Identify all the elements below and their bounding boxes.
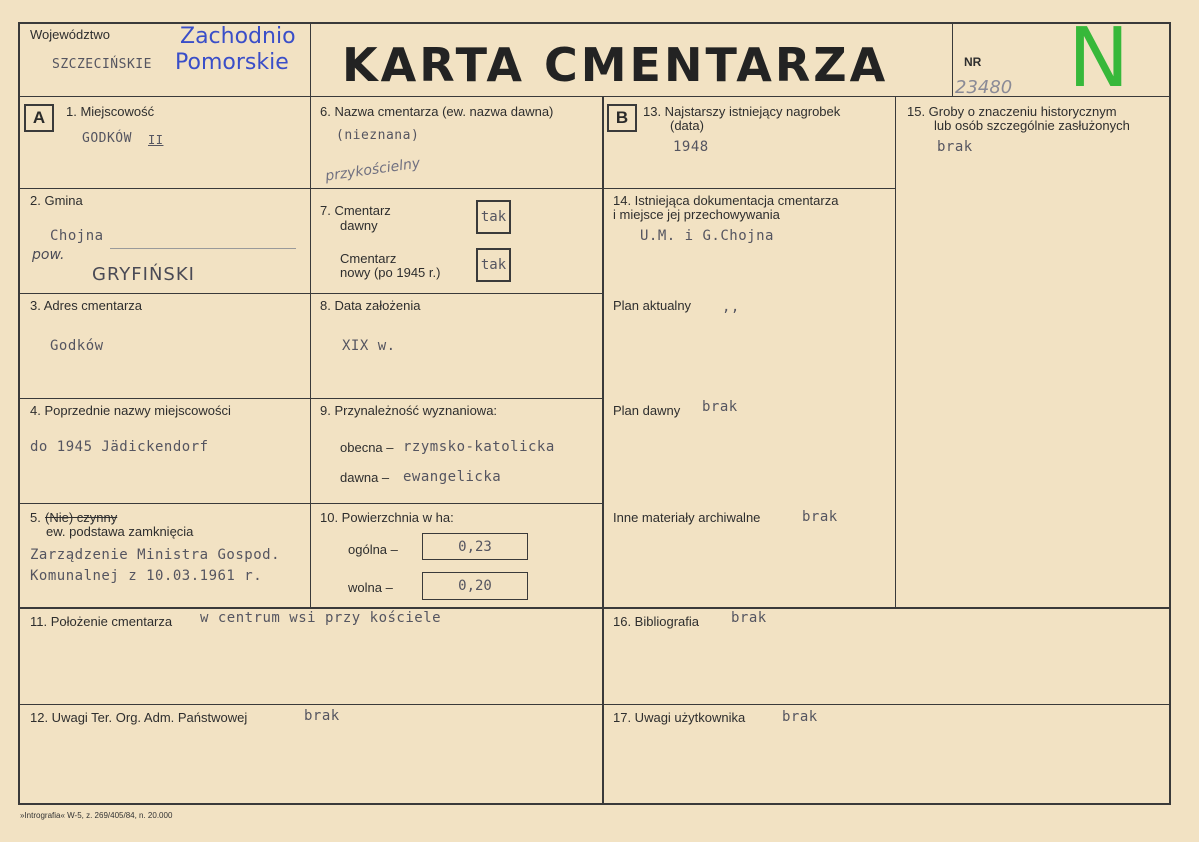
- field-7-tak-box-1: tak: [476, 200, 511, 234]
- field-14-label2: i miejsce jej przechowywania: [613, 207, 780, 222]
- field-2-label: 2. Gmina: [30, 193, 83, 208]
- field-8-value: XIX w.: [342, 338, 396, 354]
- field-12-label: 12. Uwagi Ter. Org. Adm. Państwowej: [30, 710, 248, 725]
- field-13-label1: 13. Najstarszy istniejący nagrobek: [643, 104, 841, 119]
- wojewodztwo-label: Województwo: [30, 27, 110, 42]
- divider: [18, 607, 1171, 609]
- divider: [18, 96, 1171, 97]
- plan-dawny-value: brak: [702, 399, 738, 415]
- field-4-label: 4. Poprzednie nazwy miejscowości: [30, 403, 231, 418]
- divider: [602, 188, 895, 189]
- field-3-value: Godków: [50, 338, 104, 354]
- divider: [18, 503, 602, 504]
- field-14-label1: 14. Istniejąca dokumentacja cmentarza: [613, 193, 839, 208]
- field-6-value: (nieznana): [336, 128, 420, 143]
- divider: [602, 96, 604, 804]
- field-10-wolna-label: wolna –: [348, 580, 393, 595]
- field-17-label: 17. Uwagi użytkownika: [613, 710, 746, 725]
- field-6-handwritten: przykościelny: [324, 155, 422, 185]
- field-1-extra: II: [148, 133, 164, 147]
- field-5-value2: Komunalnej z 10.03.1961 r.: [30, 568, 263, 584]
- field-10-ogolna-box: 0,23: [422, 533, 528, 560]
- divider: [952, 22, 953, 97]
- field-3-label: 3. Adres cmentarza: [30, 298, 142, 313]
- field-7-dawny: dawny: [340, 218, 378, 233]
- field-5-label2: ew. podstawa zamknięcia: [46, 524, 194, 539]
- field-9-obecna-label: obecna –: [340, 440, 394, 455]
- field-11-label: 11. Położenie cmentarza: [30, 614, 173, 629]
- field-15-label1: 15. Groby o znaczeniu historycznym: [907, 104, 1117, 119]
- field-9-label: 9. Przynależność wyznaniowa:: [320, 403, 498, 418]
- field-1-value: GODKÓW: [82, 131, 132, 146]
- field-7-nowy-line1: Cmentarz: [340, 251, 397, 266]
- field-1-label: 1. Miejscowość: [66, 104, 155, 119]
- field-6-label: 6. Nazwa cmentarza (ew. nazwa dawna): [320, 104, 554, 119]
- plan-aktualny-value: ,,: [722, 299, 740, 315]
- section-a-marker: A: [24, 104, 54, 132]
- field-17-value: brak: [782, 709, 818, 725]
- divider: [18, 398, 602, 399]
- field-2-underline: [110, 248, 296, 249]
- field-5-value1: Zarządzenie Ministra Gospod.: [30, 547, 281, 563]
- section-b-marker: B: [607, 104, 637, 132]
- nr-value: 23480: [955, 77, 1013, 98]
- field-13-value: 1948: [673, 139, 709, 155]
- field-10-wolna-box: 0,20: [422, 572, 528, 600]
- big-letter-stamp: N: [1068, 11, 1130, 106]
- divider: [310, 96, 311, 608]
- divider: [18, 188, 602, 189]
- card-title: KARTA CMENTARZA: [342, 38, 889, 92]
- field-15-value: brak: [937, 139, 973, 155]
- field-9-dawna-label: dawna –: [340, 470, 390, 485]
- divider: [895, 96, 896, 608]
- field-14-value: U.M. i G.Chojna: [640, 228, 774, 244]
- field-10-ogolna-label: ogólna –: [348, 542, 398, 557]
- field-11-value: w centrum wsi przy kościele: [200, 610, 442, 626]
- divider: [310, 22, 311, 97]
- nr-label: NR: [964, 55, 982, 69]
- field-2-pow-value: GRYFIŃSKI: [92, 264, 195, 285]
- field-5-prefix: 5.: [30, 510, 41, 525]
- field-5-label-struck: (Nie) czynny: [45, 510, 118, 525]
- stamp-line1: Zachodnio: [180, 24, 296, 49]
- field-9-obecna-value: rzymsko-katolicka: [403, 439, 555, 455]
- field-7-tak-box-2: tak: [476, 248, 511, 282]
- field-2-pow-label: pow.: [32, 247, 65, 263]
- field-4-value: do 1945 Jädickendorf: [30, 439, 209, 455]
- inne-materialy-label: Inne materiały archiwalne: [613, 510, 761, 525]
- divider: [18, 293, 602, 294]
- field-9-dawna-value: ewangelicka: [403, 469, 502, 485]
- stamp-line2: Pomorskie: [175, 50, 289, 75]
- field-7-label: 7. Cmentarz: [320, 203, 391, 218]
- wojewodztwo-value: SZCZECIŃSKIE: [52, 57, 152, 72]
- plan-aktualny-label: Plan aktualny: [613, 298, 692, 313]
- inne-materialy-value: brak: [802, 509, 838, 525]
- field-15-label2: lub osób szczególnie zasłużonych: [934, 118, 1130, 133]
- field-10-label: 10. Powierzchnia w ha:: [320, 510, 454, 525]
- field-16-value: brak: [731, 610, 767, 626]
- field-2-value: Chojna: [50, 228, 104, 244]
- field-8-label: 8. Data założenia: [320, 298, 421, 313]
- field-16-label: 16. Bibliografia: [613, 614, 699, 629]
- field-12-value: brak: [304, 708, 340, 724]
- divider: [18, 704, 1171, 705]
- field-7-nowy-line2: nowy (po 1945 r.): [340, 265, 441, 280]
- printer-footer: »Intrografia« W-5, z. 269/405/84, n. 20.000: [20, 811, 173, 820]
- field-13-label2: (data): [670, 118, 704, 133]
- plan-dawny-label: Plan dawny: [613, 403, 681, 418]
